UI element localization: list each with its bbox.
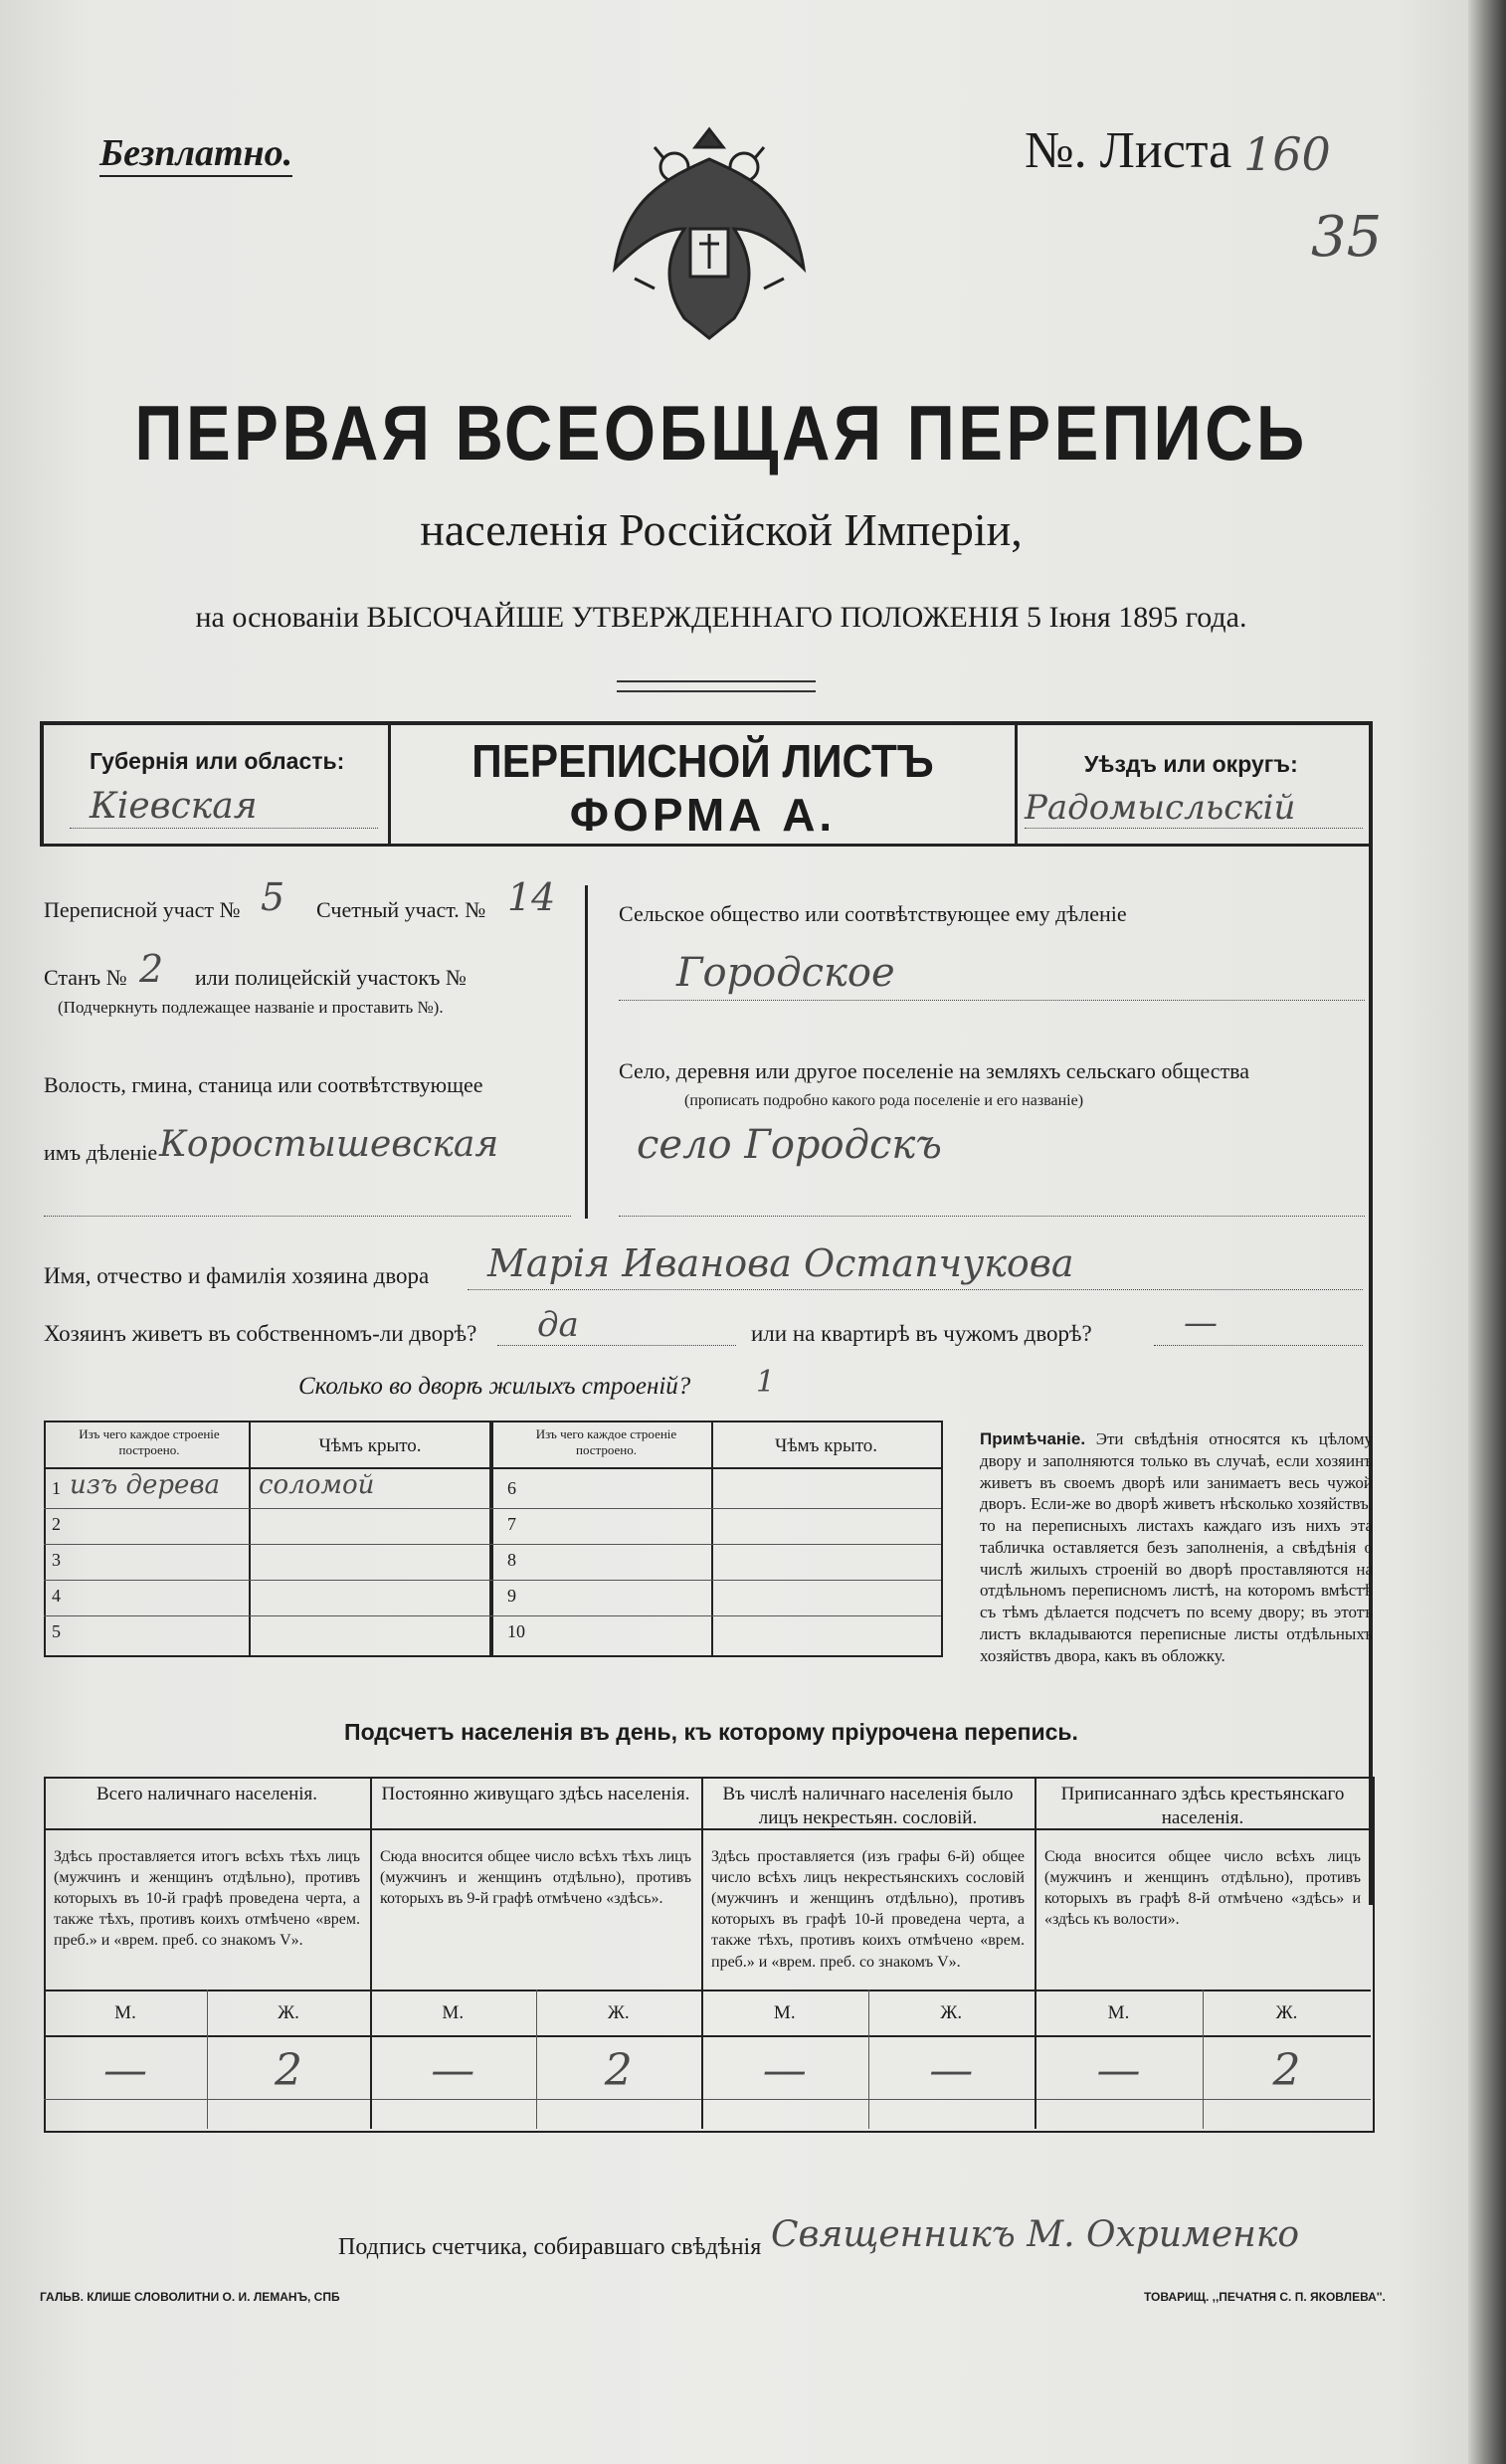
district-label: Уѣздъ или округъ: — [1084, 751, 1298, 777]
volost-label: Волость, гмина, станица или соотвѣтствующее — [44, 1072, 483, 1097]
ct-column-desc: Сюда вносится общее число всѣхъ лицъ (мужчинъ и женщинъ отдѣльно), противъ которыхъ въ графѣ 8-й отмѣчено «здѣсь» и «здѣсь къ волости». — [1044, 1848, 1361, 1929]
ct-zh-label: Ж. — [1275, 2002, 1298, 2023]
bt-row-line — [44, 1508, 941, 1509]
bt-head-material-right: Изъ чего каждое строеніе построено. — [535, 1426, 677, 1458]
note-block — [980, 1428, 1373, 1666]
owner-name-value: Марія Иванова Остапчукова — [487, 1241, 1074, 1285]
village-line — [619, 1216, 1365, 1217]
ct-m-label: М. — [114, 2002, 136, 2023]
volost-value: Коростышевская — [159, 1124, 499, 1165]
bt-head-roof-right: Чѣмъ крыто. — [774, 1435, 878, 1456]
count-section-title: Подсчетъ населенія въ день, къ которому пріурочена перепись. — [344, 1719, 1078, 1745]
district-value: Радомысльскій — [1025, 788, 1296, 828]
sheet-number-value: 160 — [1243, 127, 1331, 181]
ct-column-head: Всего наличнаго населенія. — [95, 1784, 318, 1804]
lives-rent-line — [1154, 1345, 1363, 1346]
village-label: Село, деревня или другое поселеніе на земляхъ сельскаго общества — [619, 1058, 1250, 1083]
bt-head-bottom — [44, 1467, 941, 1469]
police-label: или полицейскій участокъ № — [195, 965, 467, 990]
bt-head-material-left: Изъ чего каждое строеніе построено. — [79, 1426, 220, 1458]
note-text: Эти свѣдѣнія относятся къ цѣлому двору и заполняются только въ случаѣ, если хозяинъ живетъ въ своемъ дворѣ или занимаетъ весь чужой дворъ. Если-же во дворѣ живетъ нѣсколько хозяйствъ, то на переписныхъ листахъ каждаго изъ нихъ эта табличка оставляется безъ заполненія, а свѣдѣнія о числѣ жилыхъ строеній во дворѣ проставляются на отдѣльномъ переписномъ листѣ, на которомъ вмѣстѣ съ тѣмъ дѣлается подсчетъ по всему двору; въ этотъ листъ вкладываются переписные листы отдѣльныхъ хозяйствъ двора, какъ въ обложку. — [980, 1429, 1374, 1665]
stan-label: Станъ № — [44, 965, 127, 990]
left-right-divider — [585, 885, 588, 1219]
page-number-handwritten: 35 — [1311, 205, 1383, 270]
ct-zh-value: — — [929, 2045, 974, 2096]
province-line — [70, 828, 378, 829]
main-title: ПЕРВАЯ ВСЕОБЩАЯ ПЕРЕПИСЬ — [134, 389, 1308, 476]
footer-right: ТОВАРИЩ. ,,ПЕЧАТНЯ С. П. ЯКОВЛЕВА''. — [1144, 2290, 1386, 2304]
ct-column-head: Постоянно живущаго здѣсь населенія. — [381, 1784, 690, 1804]
bt-row-number-left: 5 — [52, 1621, 61, 1641]
frame-divider-right — [1015, 721, 1018, 846]
ct-m-value: — — [1096, 2045, 1141, 2096]
bt-row-number-left: 1 — [52, 1478, 61, 1498]
sheet-title: ПЕРЕПИСНОЙ ЛИСТЪ — [471, 735, 934, 787]
district-line — [1025, 828, 1363, 829]
subtitle: населенія Россійской Имперіи, — [420, 504, 1023, 555]
ct-m-label: М. — [442, 2002, 465, 2023]
bt-mid — [489, 1421, 493, 1655]
village-note: (прописать подробно какого рода поселеніе и его названіе) — [684, 1092, 1084, 1109]
paper-edge — [1468, 0, 1506, 2464]
bt-row-number-right: 9 — [507, 1586, 516, 1606]
bt-row-material: изъ дерева — [70, 1470, 221, 1500]
bt-row-line — [44, 1615, 941, 1616]
ct-mz-bottom — [44, 2035, 1371, 2037]
lives-own-value: да — [537, 1305, 579, 1345]
free-label: Безплатно. — [99, 131, 292, 177]
frame-top — [40, 721, 1373, 725]
ct-zh-label: Ж. — [940, 2002, 963, 2023]
stan-value: 2 — [139, 947, 164, 991]
ct-zh-label: Ж. — [278, 2002, 299, 2023]
village-value: село Городскъ — [637, 1122, 942, 1168]
ct-column-head: Приписаннаго здѣсь крестьянскаго населенія. — [1060, 1784, 1345, 1828]
society-line — [619, 1000, 1365, 1001]
bt-head-roof-left: Чѣмъ крыто. — [318, 1435, 422, 1456]
frame-left — [40, 721, 44, 846]
bt-row-line — [44, 1544, 941, 1545]
province-value: Кіевская — [90, 786, 258, 827]
footer-left: ГАЛЬВ. КЛИШЕ СЛОВОЛИТНИ О. И. ЛЕМАНЪ, СПБ — [40, 2290, 340, 2304]
division-label: имъ дѣленіе — [44, 1140, 158, 1165]
ct-column-head: Въ числѣ наличнаго населенія было лицъ некрестьян. сословій. — [722, 1784, 1014, 1828]
signature-value: Священникъ М. Охрименко — [771, 2214, 1300, 2255]
frame-header-bottom — [40, 844, 1373, 847]
ct-zh-value: 2 — [604, 2045, 633, 2096]
note-label: Примѣчаніе. — [980, 1429, 1086, 1448]
owner-name-line — [468, 1289, 1363, 1290]
bt-row-number-left: 2 — [52, 1514, 61, 1534]
bt-row-roof: соломой — [259, 1470, 375, 1500]
ornament-divider — [617, 680, 816, 692]
buildings-value: 1 — [756, 1365, 776, 1400]
buildings-label: Сколько во дворѣ жилыхъ строеній? — [298, 1373, 691, 1400]
ct-zh-label: Ж. — [607, 2002, 630, 2023]
ct-m-value: — — [103, 2045, 147, 2096]
form-name: ФОРМА А. — [569, 789, 837, 841]
ct-m-value: — — [762, 2045, 807, 2096]
count-area-value: 14 — [507, 875, 556, 919]
signature-label: Подпись счетчика, собиравшаго свѣдѣнія — [338, 2234, 762, 2260]
ct-zh-value: 2 — [1272, 2045, 1301, 2096]
owner-name-label: Имя, отчество и фамилія хозяина двора — [44, 1263, 430, 1288]
ct-column-desc: Сюда вносится общее число всѣхъ тѣхъ лицъ (мужчинъ и женщинъ отдѣльно), противъ которыхъ въ 9-й графѣ отмѣчено «здѣсь». — [380, 1848, 691, 1908]
count-area-label: Счетный участ. № — [316, 897, 486, 922]
ct-m-label: М. — [773, 2002, 796, 2023]
double-headed-eagle-icon — [605, 119, 814, 348]
bt-row-number-right: 7 — [507, 1514, 516, 1534]
ct-value-underline — [44, 2099, 1371, 2100]
census-area-value: 5 — [261, 875, 285, 919]
bt-row-number-right: 6 — [507, 1478, 516, 1498]
bt-row-number-right: 8 — [507, 1550, 516, 1570]
ct-column-desc: Здѣсь проставляется (изъ графы 6-й) общее число всѣхъ лицъ некрестьянскихъ сословій (мужчинъ и женщинъ отдѣльно), противъ которыхъ въ графѣ 10-й проведена черта, а также тѣхъ, противъ коихъ отмѣчено «врем. преб.» и «врем. преб. со знакомъ V». — [711, 1848, 1025, 1971]
lives-rent-value: — — [1184, 1303, 1218, 1343]
ct-column-desc: Здѣсь проставляется итогъ всѣхъ тѣхъ лицъ (мужчинъ и женщинъ отдѣльно), противъ которыхъ въ 10-й графѣ проведена черта, а также тѣхъ, противъ коихъ отмѣчено «врем. преб.» и «врем. преб. со знакомъ V». — [54, 1848, 360, 1950]
ct-m-value: — — [431, 2045, 475, 2096]
basis-line: на основаніи ВЫСОЧАЙШЕ УТВЕРЖДЕННАГО ПОЛОЖЕНІЯ 5 Іюня 1895 года. — [195, 601, 1247, 634]
ct-zh-value: 2 — [275, 2045, 302, 2096]
lives-own-label: Хозяинъ живетъ въ собственномъ-ли дворѣ? — [44, 1321, 477, 1346]
sheet-number-label: №. Листа — [1025, 122, 1232, 179]
society-label: Сельское общество или соотвѣтствующее ему дѣленіе — [619, 901, 1127, 926]
bt-row-number-right: 10 — [507, 1621, 525, 1641]
bt-row-number-left: 3 — [52, 1550, 61, 1570]
ct-desc-bottom — [44, 1990, 1371, 1991]
ct-m-label: М. — [1107, 2002, 1130, 2023]
bt-row-line — [44, 1580, 941, 1581]
province-label: Губернія или область: — [90, 748, 345, 774]
bt-row-number-left: 4 — [52, 1586, 61, 1606]
census-area-label: Переписной участ № — [44, 897, 241, 922]
society-value: Городское — [676, 950, 895, 996]
underline-note: (Подчеркнуть подлежащее названіе и проставить №). — [58, 998, 444, 1017]
lives-rent-label: или на квартирѣ въ чужомъ дворѣ? — [751, 1321, 1092, 1346]
volost-line — [44, 1216, 571, 1217]
lives-own-line — [497, 1345, 736, 1346]
